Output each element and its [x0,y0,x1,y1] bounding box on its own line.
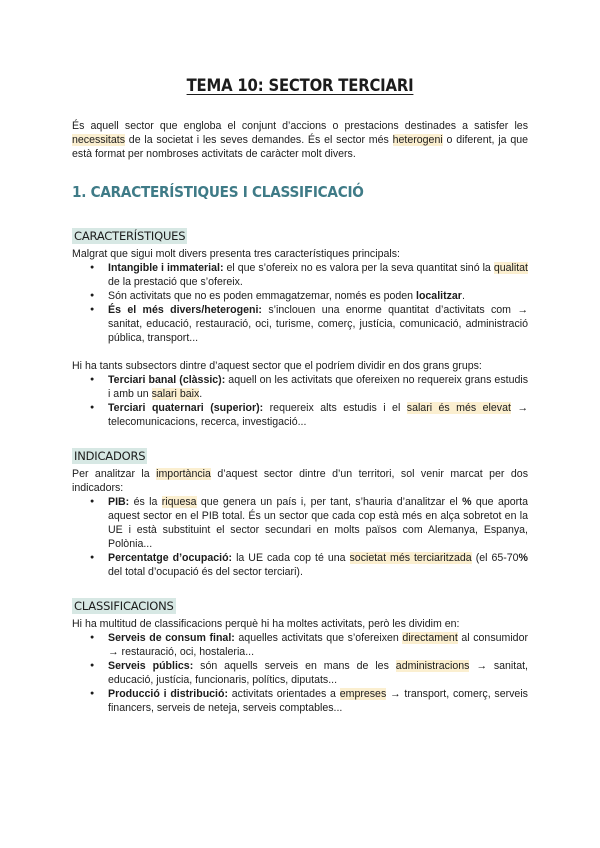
highlight-importancia: importància [156,468,211,480]
classificacions-lead: Hi ha multitud de classificacions perquè hi ha moltes activitats, però les dividim en: [72,618,460,630]
item-term: Serveis públics: [108,660,194,672]
item-term: Intangible i immaterial: [108,262,224,274]
item-text: (el 65-70 [471,552,519,564]
list-item [108,401,528,429]
caracteristiques-lead: Malgrat que sigui molt divers presenta tres característiques principals: [72,248,400,260]
item-text: del total d’ocupació és del sector terciari). [108,566,303,578]
item-highlight: salari és més elevat [406,402,511,414]
intro-text: És aquell sector que engloba el conjunt d’accions o prestacions destinades a satisfer les [72,120,528,132]
item-text: al consumidor → restauració, oci, hostaleria... [108,632,528,658]
indicadors-list [72,495,528,579]
list-item [108,551,528,579]
item-term: Terciari banal (clàssic): [108,374,226,386]
item-highlight: salari baix [151,388,200,400]
item-text: que genera un país i, per tant, s’hauria d’analitzar el [196,496,463,508]
item-text: → sanitat, educació, justícia, funcionaris, polítics, diputats... [108,660,528,686]
item-term: % [462,496,472,508]
item-text: activitats orientades a [228,688,340,700]
intro-text: o diferent, ja que està format per nombroses activitats de caràcter molt divers. [72,134,529,160]
list-item [108,373,528,401]
item-text: aquelles activitats que s’ofereixen [234,632,403,644]
subsectors-list [72,373,528,429]
highlight-heterogeni: heterogeni [392,134,443,146]
item-highlight: riquesa [161,496,197,508]
subheading-indicadors: INDICADORS [74,449,146,463]
item-text: . [199,388,203,400]
item-term: És el més divers/heterogeni: [108,304,262,316]
item-text: de la prestació que s’ofereix. [108,276,243,288]
item-term: Serveis de consum final: [108,632,235,644]
page-title: TEMA 10: SECTOR TERCIARI [186,76,414,95]
item-text: requereix alts estudis i el [263,402,407,414]
item-text: → transport, comerç, serveis financers, serveis de neteja, serveis comptables... [108,688,528,714]
item-text: és la [129,496,162,508]
item-text: aquell on les activitats que ofereixen no requereix grans estudis i amb un [108,374,528,400]
caracteristiques-list [72,261,528,345]
lead-text: d’aquest sector dintre d’un territori, sol venir marcat per dos indicadors: [72,468,528,494]
subheading-caracteristiques: CARACTERÍSTIQUES [74,229,186,243]
item-highlight: qualitat [493,262,528,274]
item-highlight: empreses [339,688,387,700]
item-text: la UE cada cop té una [232,552,350,564]
item-term: Percentatge d’ocupació: [108,552,233,564]
item-text: → telecomunicacions, recerca, investigació... [108,402,528,428]
item-text: que aporta aquest sector en el PIB total. És un sector que cada cop està més en alça sobretot en la UE i està substituint el sector secundari en molts països com Alemanya, Espanya, Polònia... [108,496,528,550]
section-heading: 1. CARACTERÍSTIQUES I CLASSIFICACIÓ [72,183,364,201]
indicadors-lead [72,467,528,495]
item-term: PIB: [108,496,130,508]
subheading-classificacions: CLASSIFICACIONS [74,599,174,613]
list-item [108,631,528,659]
item-text: Són activitats que no es poden emmagatzemar, només es poden [108,290,416,302]
item-term: localitzar [416,290,462,302]
item-text: són aquells serveis en mans de les [193,660,396,672]
item-highlight: societat més terciaritzada [349,552,472,564]
item-highlight: directament [402,632,458,644]
list-item [108,495,528,551]
item-text: . [461,290,465,302]
list-item [108,659,528,687]
highlight-necessitats: necessitats [72,134,125,146]
item-term: Terciari quaternari (superior): [108,402,264,414]
item-term: Producció i distribució: [108,688,228,700]
intro-paragraph [72,119,528,161]
list-item [108,289,528,303]
list-item [108,303,528,345]
item-highlight: administracions [395,660,470,672]
document-page [72,76,528,715]
item-term: % [518,552,528,564]
classificacions-list [72,631,528,715]
subsectors-lead: Hi ha tants subsectors dintre d’aquest sector que el podríem dividir en dos grans grups: [72,360,482,372]
list-item [108,687,528,715]
intro-text: de la societat i les seves demandes. És el sector més [125,134,393,146]
list-item [108,261,528,289]
lead-text: Per analitzar la [72,468,157,480]
item-text: el que s’ofereix no es valora per la seva quantitat sinó la [223,262,494,274]
item-text: s’inclouen una enorme quantitat d’activitats com → sanitat, educació, restauració, oci, turisme, comerç, justícia, comunicació, administració pública, transport... [108,304,528,344]
